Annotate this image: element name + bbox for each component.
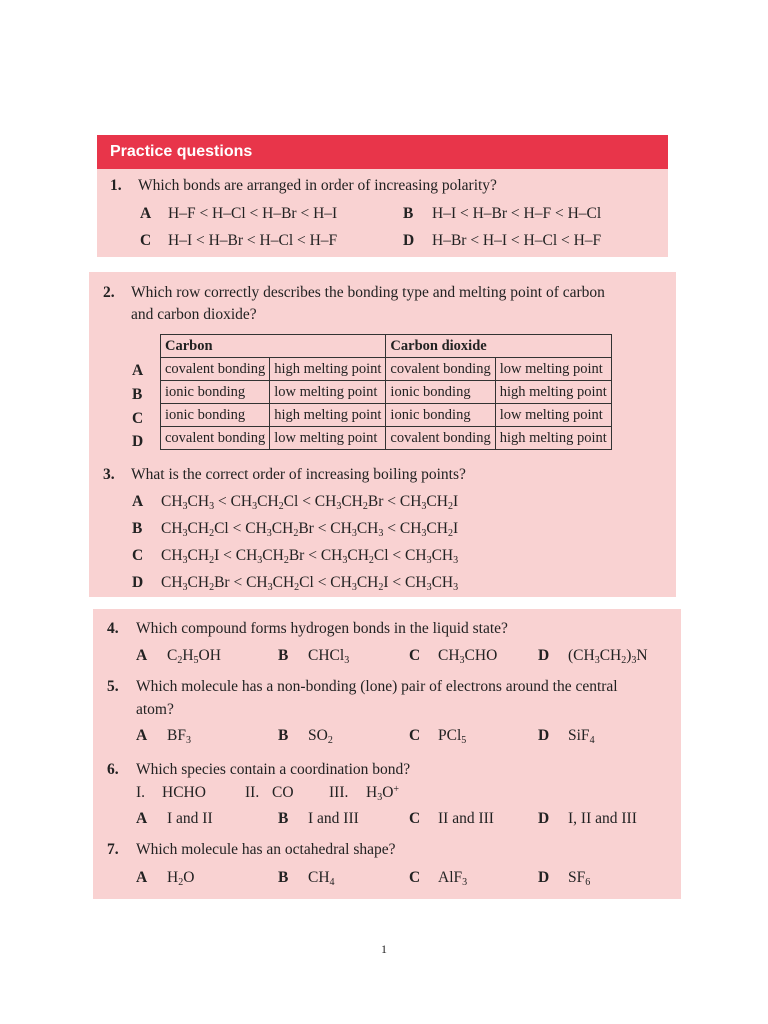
table-row — [161, 358, 612, 381]
option-letter: A — [136, 869, 148, 886]
option-text: CHCl$_3$ — [308, 647, 350, 666]
row-letter: C — [132, 410, 144, 427]
option-text: $CH_3CH_3 < CH_3CH_2Cl < CH_3CH_2Br < CH_3CH_2I$ — [161, 493, 459, 512]
table-row — [161, 381, 612, 404]
row-letter: A — [132, 362, 144, 379]
option-letter: A — [136, 727, 148, 744]
option-letter: D — [538, 647, 550, 664]
option-letter: D — [538, 869, 550, 886]
question-text: Which bonds are arranged in order of increasing polarity? — [138, 177, 497, 194]
option-text: II and III — [438, 810, 494, 827]
question-text: Which molecule has an octahedral shape? — [136, 841, 396, 858]
option-letter: A — [136, 810, 148, 827]
option-letter: C — [140, 232, 152, 249]
table-cell: low melting point — [495, 404, 611, 427]
table-header-row — [161, 335, 612, 358]
option-letter: B — [278, 727, 289, 744]
table-cell: high melting point — [495, 427, 611, 450]
option-letter: B — [278, 869, 289, 886]
option-text: $BF_3$ — [167, 727, 191, 746]
option-text: I and II — [167, 810, 213, 827]
option-text: $H_2O$ — [167, 869, 195, 888]
question-text: What is the correct order of increasing boiling points? — [131, 466, 466, 483]
table-cell: ionic bonding — [161, 404, 270, 427]
row-letter: B — [132, 386, 143, 403]
table-cell: low melting point — [270, 381, 386, 404]
option-letter: B — [403, 205, 414, 222]
section-header: Practice questions — [97, 135, 668, 169]
option-text: $CH_3CH_2I < CH_3CH_2Br < CH_3CH_2Cl < CH_3CH_3$ — [161, 547, 459, 566]
option-text: $SF_6$ — [568, 869, 591, 888]
option-text: SiF$_4$ — [568, 727, 595, 746]
option-text: I and III — [308, 810, 359, 827]
table-cell: low melting point — [270, 427, 386, 450]
table-cell: covalent bonding — [161, 358, 270, 381]
option-letter: C — [132, 547, 144, 564]
table-cell: ionic bonding — [386, 381, 495, 404]
question-text: Which molecule has a non-bonding (lone) pair of electrons around the central — [136, 678, 618, 695]
question-text: atom? — [136, 701, 174, 718]
option-letter: B — [278, 647, 289, 664]
option-letter: C — [409, 810, 421, 827]
table-row — [161, 404, 612, 427]
option-text: $(CH_3CH_2)_3N$ — [568, 647, 648, 666]
question-number: 5. — [107, 678, 119, 695]
option-letter: C — [409, 727, 421, 744]
column-header: Carbon — [161, 335, 386, 358]
question-number: 6. — [107, 761, 119, 778]
species-text: HCHO — [162, 784, 206, 801]
table-cell: high melting point — [270, 358, 386, 381]
question-text: and carbon dioxide? — [131, 306, 257, 323]
table-cell: high melting point — [495, 381, 611, 404]
page-number: 1 — [381, 942, 387, 956]
option-text: H–F < H–Cl < H–Br < H–I — [168, 205, 338, 222]
species-roman: III. — [329, 784, 349, 801]
species-text: $H_3O^+$ — [366, 784, 400, 803]
bonding-table — [160, 334, 612, 450]
option-text: H–I < H–Br < H–F < H–Cl — [432, 205, 602, 222]
question-number: 4. — [107, 620, 119, 637]
column-header: Carbon dioxide — [386, 335, 611, 358]
table-cell: ionic bonding — [386, 404, 495, 427]
species-text: CO — [272, 784, 294, 801]
question-text: Which compound forms hydrogen bonds in the liquid state? — [136, 620, 508, 637]
table-cell: covalent bonding — [386, 427, 495, 450]
option-text: $CH_3CHO$ — [438, 647, 498, 666]
question-number: 1. — [110, 177, 122, 194]
row-letter: D — [132, 433, 144, 450]
question-number: 7. — [107, 841, 119, 858]
option-letter: B — [278, 810, 289, 827]
option-text: I, II and III — [568, 810, 637, 827]
option-text: $CH_4$ — [308, 869, 335, 888]
option-text: $SO_2$ — [308, 727, 333, 746]
question-text: Which row correctly describes the bonding type and melting point of carbon — [131, 284, 605, 301]
species-roman: II. — [245, 784, 260, 801]
option-letter: A — [132, 493, 144, 510]
option-text: H–Br < H–I < H–Cl < H–F — [432, 232, 602, 249]
option-letter: A — [140, 205, 152, 222]
question-text: Which species contain a coordination bond? — [136, 761, 411, 778]
option-text: $CH_3CH_2Cl < CH_3CH_2Br < CH_3CH_3 < CH_3CH_2I$ — [161, 520, 459, 539]
option-letter: B — [132, 520, 143, 537]
option-letter: D — [538, 727, 550, 744]
option-letter: A — [136, 647, 148, 664]
table-cell: low melting point — [495, 358, 611, 381]
option-letter: C — [409, 647, 421, 664]
option-text: AlF$_3$ — [438, 869, 468, 888]
option-text: $C_2H_5OH$ — [167, 647, 221, 666]
table-cell: covalent bonding — [161, 427, 270, 450]
option-letter: D — [538, 810, 550, 827]
option-text: $CH_3CH_2Br < CH_3CH_2Cl < CH_3CH_2I < CH_3CH_3$ — [161, 574, 459, 593]
option-letter: D — [132, 574, 144, 591]
table-row — [161, 427, 612, 450]
question-number: 3. — [103, 466, 115, 483]
species-roman: I. — [136, 784, 146, 801]
option-letter: C — [409, 869, 421, 886]
table-cell: ionic bonding — [161, 381, 270, 404]
option-text: PCl$_5$ — [438, 727, 467, 746]
table-cell: covalent bonding — [386, 358, 495, 381]
question-number: 2. — [103, 284, 115, 301]
table-cell: high melting point — [270, 404, 386, 427]
option-text: H–I < H–Br < H–Cl < H–F — [168, 232, 338, 249]
option-letter: D — [403, 232, 415, 249]
